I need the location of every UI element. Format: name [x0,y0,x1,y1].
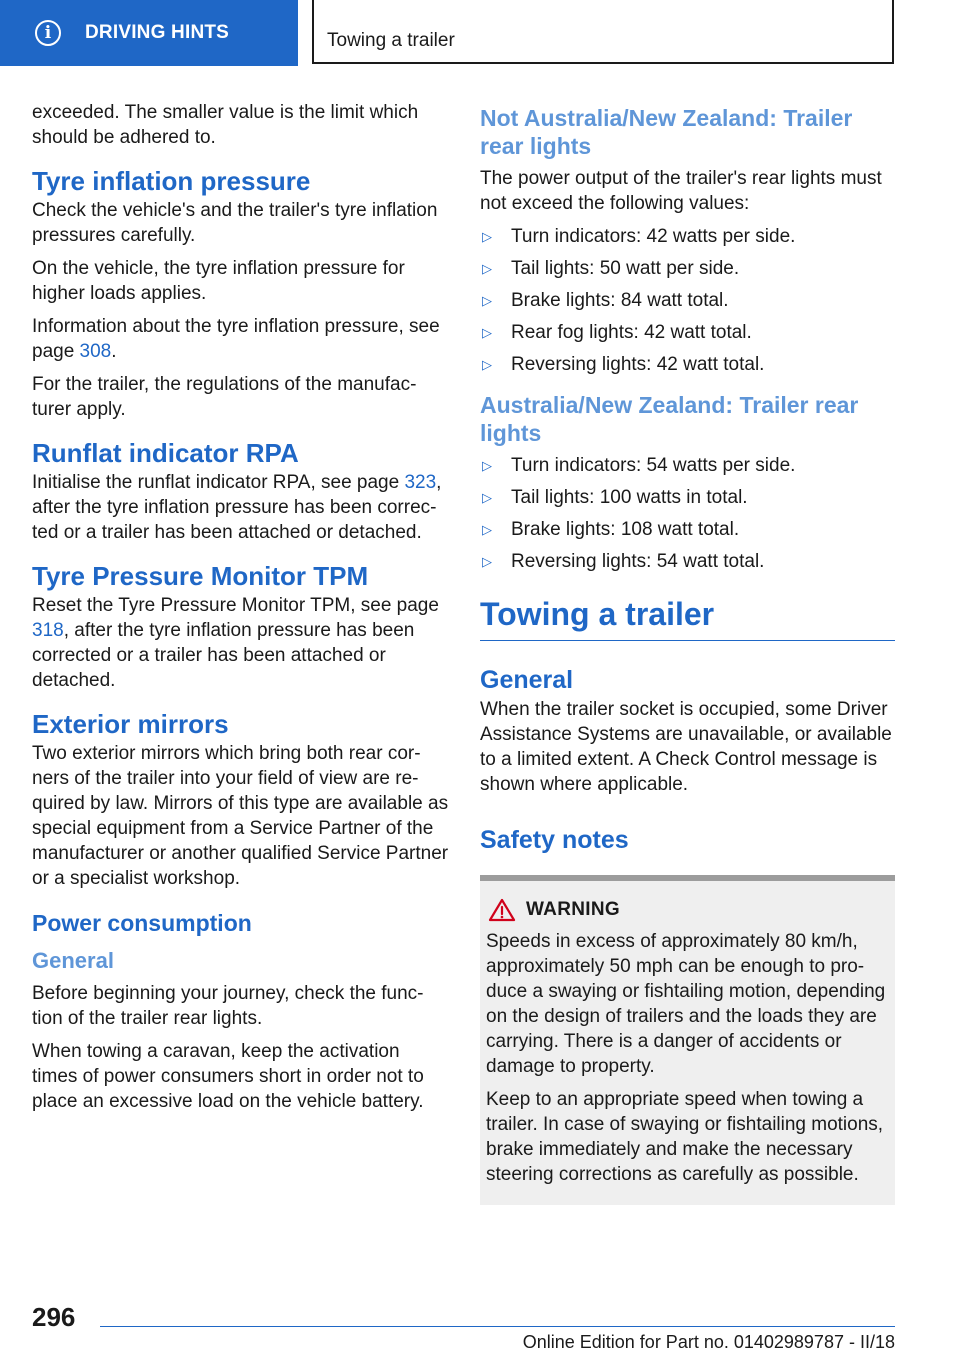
list-item-text: Turn indicators: 54 watts per side. [511,455,796,476]
heading-power-general: General [32,948,114,973]
list-item-text: Tail lights: 100 watts in total. [511,487,748,508]
left-column [32,100,450,1122]
info-icon: i [35,20,61,46]
list-item-text: Reversing lights: 42 watt total. [511,354,765,375]
list-item-text: Brake lights: 84 watt total. [511,290,729,311]
edition-footer: Online Edition for Part no. 01402989787 - II/18 [522,1332,895,1352]
power-p2: When towing a caravan, keep the activation times of power consumers short in order not to place an excessive load on the vehicle battery. [32,1041,424,1112]
not-au-list [480,224,895,377]
triangle-bullet-icon: ▷ [482,554,492,569]
rpa-text [32,470,450,545]
triangle-bullet-icon: ▷ [482,325,492,340]
triangle-bullet-icon: ▷ [482,490,492,505]
heading-tpm: Tyre Pressure Monitor TPM [32,561,369,591]
warning-triangle-icon [488,897,522,923]
heading-general: General [480,666,574,694]
page-number: 296 [32,1302,76,1332]
tyre-inflation-p2: On the vehicle, the tyre inflation pressure for higher loads applies. [32,258,405,304]
warning-p1: Speeds in excess of approximately 80 km/h, approximately 50 mph can be enough to pro‐duce a swaying or fishtailing motion, depending on the design of trailers and the loads they are carrying. There is a danger of accidents or damage to property. [486,931,886,1077]
section-label: DRIVING HINTS [85,22,230,43]
triangle-bullet-icon: ▷ [482,458,492,473]
text: , after the tyre inflation pressure has been corrected or a trailer has been attached or detached. [32,620,415,691]
list-item [480,352,895,377]
chapter-title-box [312,0,894,64]
heading-safety-notes: Safety notes [480,826,629,854]
page-link-323[interactable]: 323 [404,472,437,493]
text: , after the tyre inflation pressure has been correc‐ted or a trailer has been attached or detached. [32,472,442,543]
list-item [480,453,895,478]
list-item-text: Reversing lights: 54 watt total. [511,551,765,572]
footer-divider [100,1326,895,1327]
triangle-bullet-icon: ▷ [482,229,492,244]
heading-au-lights: Australia/New Zealand: Trailer rear lights [480,392,859,446]
list-item [480,517,895,542]
chapter-title: Towing a trailer [327,30,455,51]
list-item [480,288,895,313]
intro-text: exceeded. The smaller value is the limit which should be adhered to. [32,102,419,148]
warning-title: WARNING [526,899,620,920]
tyre-inflation-p3 [32,314,450,364]
heading-rpa: Runflat indicator RPA [32,438,299,468]
list-item [480,549,895,574]
warning-box [480,875,895,1205]
heading-not-au-lights: Not Australia/New Zealand: Trailer rear lights [480,105,853,159]
list-item-text: Rear fog lights: 42 watt total. [511,322,752,343]
text: . [111,341,117,362]
list-item-text: Brake lights: 108 watt total. [511,519,740,540]
warning-header [486,897,887,923]
text: Initialise the runflat indicator RPA, see page [32,472,405,493]
triangle-bullet-icon: ▷ [482,261,492,276]
list-item [480,256,895,281]
triangle-bullet-icon: ▷ [482,357,492,372]
mirrors-text: Two exterior mirrors which bring both rear cor‐ners of the trailer into your field of view are re‐quired by law. Mirrors of this type are available as special equipment from a Service Partner of the manufacturer or another qualified Service Partner or a specialist workshop. [32,743,449,889]
page-link-318[interactable]: 318 [32,620,64,641]
tyre-inflation-p4: For the trailer, the regulations of the manufac‐turer apply. [32,374,417,420]
triangle-bullet-icon: ▷ [482,522,492,537]
not-au-text: The power output of the trailer's rear lights must not exceed the following values: [480,168,882,214]
list-item [480,224,895,249]
page-link-308[interactable]: 308 [79,341,112,362]
heading-power-consumption: Power consumption [32,910,252,936]
power-p1: Before beginning your journey, check the func‐tion of the trailer rear lights. [32,983,424,1029]
list-item [480,320,895,345]
tyre-inflation-p1: Check the vehicle's and the trailer's tyre inflation pressures carefully. [32,200,438,246]
list-item [480,485,895,510]
heading-towing-a-trailer: Towing a trailer [480,590,895,641]
triangle-bullet-icon: ▷ [482,293,492,308]
list-item-text: Tail lights: 50 watt per side. [511,258,740,279]
heading-exterior-mirrors: Exterior mirrors [32,709,229,739]
heading-tyre-inflation: Tyre inflation pressure [32,166,311,196]
au-list [480,453,895,574]
right-column [480,100,895,1205]
text: Reset the Tyre Pressure Monitor TPM, see page [32,595,439,616]
tpm-text [32,593,450,693]
general-text: When the trailer socket is occupied, some Driver Assistance Systems are unavailable, or available to a limited extent. A Check Control message is shown where applicable. [480,699,892,795]
text: Information about the tyre inflation pressure, see page [32,316,440,362]
warning-p2: Keep to an appropriate speed when towing a trailer. In case of swaying or fishtailing motions, brake immediately and make the necessary steering corrections as carefully as possible. [486,1089,884,1185]
section-tab [0,0,298,66]
list-item-text: Turn indicators: 42 watts per side. [511,226,796,247]
